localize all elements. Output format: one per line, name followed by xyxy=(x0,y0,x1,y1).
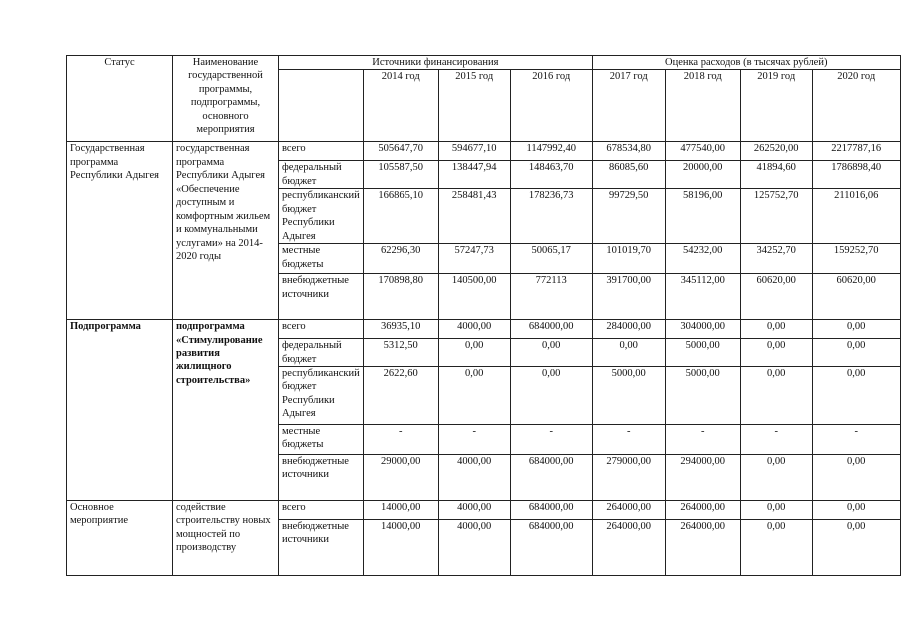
header-year: 2014 год xyxy=(363,70,438,142)
amount-cell: 148463,70 xyxy=(510,161,592,189)
amount-cell: 345112,00 xyxy=(665,274,740,320)
header-year: 2016 год xyxy=(510,70,592,142)
amount-cell: 101019,70 xyxy=(592,244,665,274)
funding-source-cell: федеральный бюджет xyxy=(279,161,364,189)
amount-cell: 20000,00 xyxy=(665,161,740,189)
amount-cell: 0,00 xyxy=(740,454,812,500)
amount-cell: 14000,00 xyxy=(363,519,438,575)
amount-cell: - xyxy=(665,424,740,454)
amount-cell: 178236,73 xyxy=(510,189,592,244)
amount-cell: 29000,00 xyxy=(363,454,438,500)
amount-cell: 5000,00 xyxy=(665,339,740,367)
header-sources: Источники финансирования xyxy=(279,56,593,70)
table-row xyxy=(67,500,901,519)
amount-cell: 125752,70 xyxy=(740,189,812,244)
amount-cell: 86085,60 xyxy=(592,161,665,189)
amount-cell: 294000,00 xyxy=(665,454,740,500)
amount-cell: 5000,00 xyxy=(665,366,740,424)
amount-cell: - xyxy=(363,424,438,454)
amount-cell: 4000,00 xyxy=(438,320,510,339)
amount-cell: 262520,00 xyxy=(740,142,812,161)
amount-cell: 391700,00 xyxy=(592,274,665,320)
budget-table xyxy=(66,55,901,576)
amount-cell: 684000,00 xyxy=(510,519,592,575)
amount-cell: 594677,10 xyxy=(438,142,510,161)
amount-cell: 0,00 xyxy=(438,366,510,424)
status-cell: Основное мероприятие xyxy=(67,500,173,575)
amount-cell: 678534,80 xyxy=(592,142,665,161)
amount-cell: 41894,60 xyxy=(740,161,812,189)
amount-cell: 0,00 xyxy=(740,320,812,339)
amount-cell: 54232,00 xyxy=(665,244,740,274)
amount-cell: 2622,60 xyxy=(363,366,438,424)
amount-cell: 105587,50 xyxy=(363,161,438,189)
amount-cell: 477540,00 xyxy=(665,142,740,161)
amount-cell: 36935,10 xyxy=(363,320,438,339)
amount-cell: 0,00 xyxy=(812,454,900,500)
funding-source-cell: местные бюджеты xyxy=(279,424,364,454)
amount-cell: 4000,00 xyxy=(438,500,510,519)
amount-cell: 684000,00 xyxy=(510,454,592,500)
amount-cell: 62296,30 xyxy=(363,244,438,274)
amount-cell: 0,00 xyxy=(510,339,592,367)
amount-cell: 170898,80 xyxy=(363,274,438,320)
funding-source-cell: республиканский бюджет Республики Адыгея xyxy=(279,189,364,244)
amount-cell: 0,00 xyxy=(740,366,812,424)
amount-cell: 0,00 xyxy=(812,500,900,519)
amount-cell: 0,00 xyxy=(740,339,812,367)
amount-cell: 0,00 xyxy=(510,366,592,424)
amount-cell: 264000,00 xyxy=(665,519,740,575)
amount-cell: 264000,00 xyxy=(592,500,665,519)
amount-cell: 505647,70 xyxy=(363,142,438,161)
status-cell: Государственная программа Республики Адыгея xyxy=(67,142,173,320)
amount-cell: 284000,00 xyxy=(592,320,665,339)
amount-cell: 14000,00 xyxy=(363,500,438,519)
amount-cell: - xyxy=(438,424,510,454)
funding-source-cell: всего xyxy=(279,500,364,519)
header-year: 2019 год xyxy=(740,70,812,142)
amount-cell: 1147992,40 xyxy=(510,142,592,161)
amount-cell: 772113 xyxy=(510,274,592,320)
header-year: 2017 год xyxy=(592,70,665,142)
amount-cell: 0,00 xyxy=(438,339,510,367)
amount-cell: 58196,00 xyxy=(665,189,740,244)
program-name-cell: государственная программа Республики Адыгея «Обеспечение доступным и комфортным жильем и коммунальными услугами» на 2014-2020 годы xyxy=(173,142,279,320)
amount-cell: 0,00 xyxy=(812,519,900,575)
amount-cell: 304000,00 xyxy=(665,320,740,339)
header-year: 2018 год xyxy=(665,70,740,142)
amount-cell: - xyxy=(740,424,812,454)
amount-cell: 4000,00 xyxy=(438,519,510,575)
program-name-cell: содействие строительству новых мощностей по производству xyxy=(173,500,279,575)
header-status: Статус xyxy=(67,56,173,142)
amount-cell: 0,00 xyxy=(812,339,900,367)
amount-cell: 5312,50 xyxy=(363,339,438,367)
amount-cell: 0,00 xyxy=(592,339,665,367)
amount-cell: 684000,00 xyxy=(510,500,592,519)
amount-cell: 34252,70 xyxy=(740,244,812,274)
amount-cell: 258481,43 xyxy=(438,189,510,244)
funding-source-cell: местные бюджеты xyxy=(279,244,364,274)
table-row xyxy=(67,320,901,339)
table-row xyxy=(67,142,901,161)
amount-cell: 684000,00 xyxy=(510,320,592,339)
amount-cell: 60620,00 xyxy=(812,274,900,320)
funding-source-cell: внебюджетные источники xyxy=(279,454,364,500)
amount-cell: 5000,00 xyxy=(592,366,665,424)
amount-cell: 138447,94 xyxy=(438,161,510,189)
amount-cell: 264000,00 xyxy=(592,519,665,575)
funding-source-cell: внебюджетные источники xyxy=(279,274,364,320)
header-year: 2020 год xyxy=(812,70,900,142)
header-estimate: Оценка расходов (в тысячах рублей) xyxy=(592,56,900,70)
amount-cell: 140500,00 xyxy=(438,274,510,320)
amount-cell: 211016,06 xyxy=(812,189,900,244)
amount-cell: 60620,00 xyxy=(740,274,812,320)
header-year: 2015 год xyxy=(438,70,510,142)
amount-cell: 159252,70 xyxy=(812,244,900,274)
header-source-empty xyxy=(279,70,364,142)
amount-cell: 264000,00 xyxy=(665,500,740,519)
amount-cell: - xyxy=(510,424,592,454)
amount-cell: 0,00 xyxy=(740,500,812,519)
amount-cell: 0,00 xyxy=(812,366,900,424)
header-name: Наименование государственной программы, подпрограммы, основного мероприятия xyxy=(173,56,279,142)
funding-source-cell: республиканский бюджет Республики Адыгея xyxy=(279,366,364,424)
amount-cell: 99729,50 xyxy=(592,189,665,244)
funding-source-cell: всего xyxy=(279,142,364,161)
program-name-cell: подпрограмма «Стимулирование развития жилищного строительства» xyxy=(173,320,279,501)
funding-source-cell: внебюджетные источники xyxy=(279,519,364,575)
amount-cell: 0,00 xyxy=(812,320,900,339)
amount-cell: - xyxy=(812,424,900,454)
amount-cell: 4000,00 xyxy=(438,454,510,500)
amount-cell: 57247,73 xyxy=(438,244,510,274)
amount-cell: 166865,10 xyxy=(363,189,438,244)
amount-cell: 279000,00 xyxy=(592,454,665,500)
funding-source-cell: всего xyxy=(279,320,364,339)
amount-cell: 0,00 xyxy=(740,519,812,575)
amount-cell: 1786898,40 xyxy=(812,161,900,189)
amount-cell: 50065,17 xyxy=(510,244,592,274)
amount-cell: - xyxy=(592,424,665,454)
amount-cell: 2217787,16 xyxy=(812,142,900,161)
funding-source-cell: федеральный бюджет xyxy=(279,339,364,367)
status-cell: Подпрограмма xyxy=(67,320,173,501)
